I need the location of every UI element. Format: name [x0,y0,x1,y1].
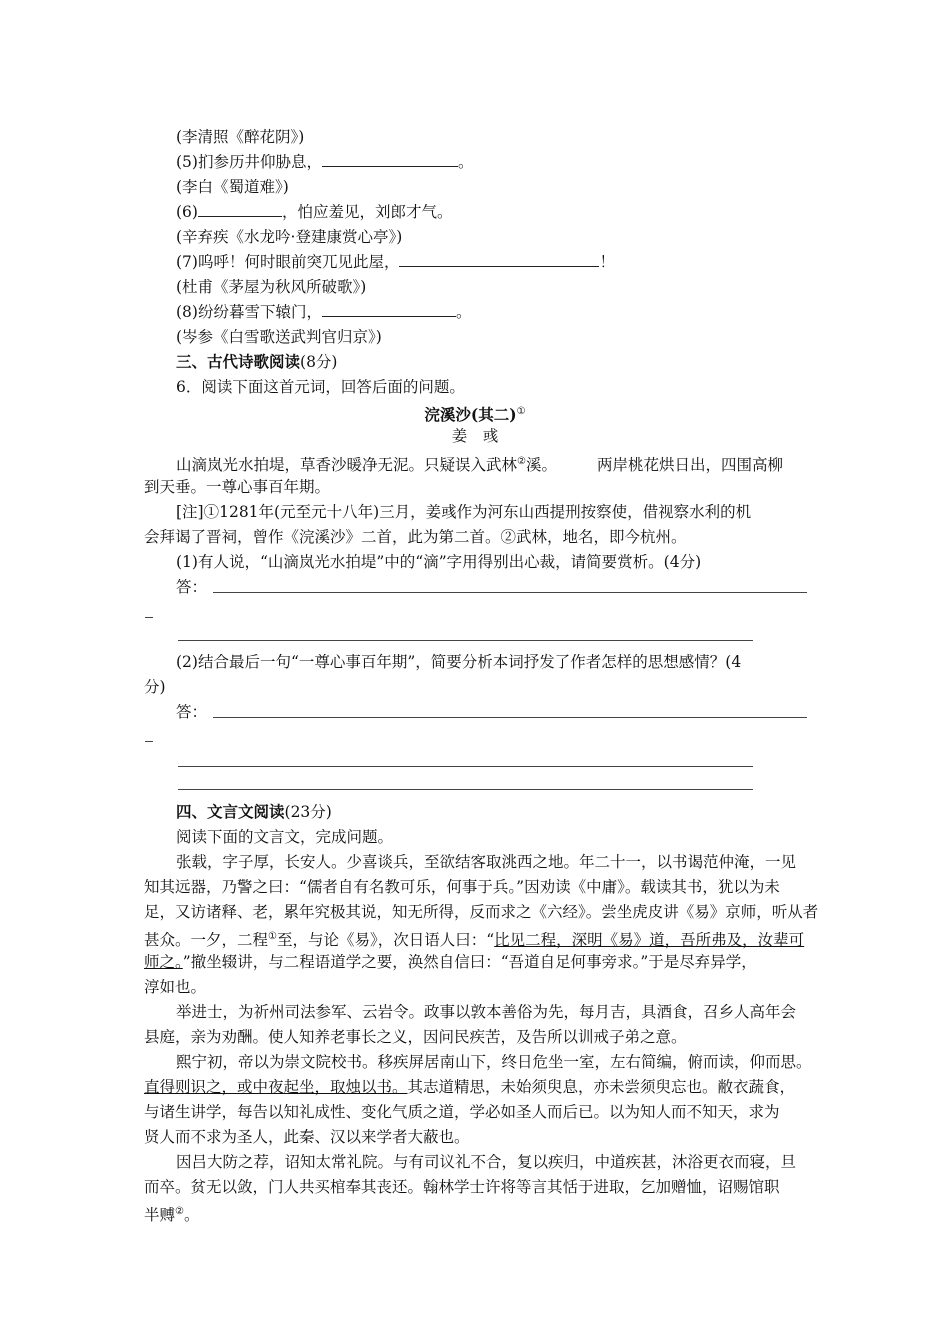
answer-line[interactable] [178,789,753,790]
passage-line: 淳如也。 [144,978,207,996]
subquestion-2-cont: 分) [144,678,166,696]
subquestion-2: (2)结合最后一句“一尊心事百年期”，简要分析本词抒发了作者怎样的思想感情？(4 [176,653,742,671]
subquestion-1: (1)有人说，“山滴岚光水拍堤”中的“滴”字用得别出心裁，请简要赏析。(4分) [176,553,702,571]
poem-line-1: 山滴岚光水拍堤，草香沙暖净无泥。只疑误入武林②溪。 两岸桃花烘日出，四围高柳 [176,456,784,475]
source-cen-shen: (岑参《白雪歌送武判官归京》) [176,328,382,346]
source-xin-qiji: (辛弃疾《水龙吟·登建康赏心亭》) [176,228,403,246]
poet-name: 姜 彧 [451,427,499,445]
passage-line: 与诸生讲学，每告以知礼成性、变化气质之道，学必如圣人而后已。以为知人而不知天，求为 [144,1103,780,1121]
answer-line[interactable] [178,766,753,767]
answer-dash [145,741,153,742]
passage-line: 而卒。贫无以敛，门人共买棺奉其丧还。翰林学士许将等言其恬于进取，乞加赠恤，诏赐馆职 [144,1178,780,1196]
answer-line[interactable] [213,592,807,593]
blank-item-7: (7)呜呼！何时眼前突兀见此屋， ！ [176,253,615,271]
fill-blank[interactable] [399,252,599,267]
passage-line: 因吕大防之荐，诏知太常礼院。与有司议礼不合，复以疾归，中道疾甚，沐浴更衣而寝，旦 [176,1153,797,1171]
passage-line: 师之。”撤坐辍讲，与二程语道学之要，涣然自信曰：“吾道自足何事旁求。”于是尽弃异学， [144,953,757,971]
poem-title: 浣溪沙(其二)① [424,405,526,425]
note-line-1: [注]①1281年(元至元十八年)三月，姜彧作为河东山西提刑按察使，借视察水利的机 [176,503,752,521]
passage-line: 县庭，亲为劝酬。使人知养老事长之义，因问民疾苦，及告所以训戒子弟之意。 [144,1028,687,1046]
underlined-sentence: 比见二程，深明《易》道，吾所弗及，汝辈可 [494,931,805,950]
fill-blank[interactable] [322,302,456,317]
answer-line[interactable] [178,640,753,641]
answer-line[interactable] [213,717,807,718]
fill-blank[interactable] [198,202,282,217]
fill-blank[interactable] [322,152,458,167]
question-6: 6．阅读下面这首元词，回答后面的问题。 [176,378,465,396]
passage-line: 举进士，为祈州司法参军、云岩令。政事以敦本善俗为先，每月吉，具酒食，召乡人高年会 [176,1003,797,1021]
answer-dash [145,617,153,618]
section3-heading: 三、古代诗歌阅读(8分) [176,352,338,371]
passage-line: 甚众。一夕，二程①至，与论《易》，次日语人曰：“比见二程，深明《易》道，吾所弗及，汝辈可 [144,931,805,950]
passage-line: 直得则识之，或中夜起坐，取烛以书。其志道精思，未始须臾息，亦未尝须臾忘也。敝衣蔬食， [144,1078,796,1096]
underlined-sentence: 师之。 [144,953,183,971]
source-du-fu: (杜甫《茅屋为秋风所破歌》) [176,278,367,296]
blank-item-6: (6) ，怕应羞见，刘郎才气。 [176,203,453,221]
section4-intro: 阅读下面的文言文，完成问题。 [176,828,394,846]
note-line-2: 会拜谒了晋祠，曾作《浣溪沙》二首，此为第二首。②武林，地名，即今杭州。 [144,528,687,546]
passage-line: 熙宁初，帝以为崇文院校书。移疾屏居南山下，终日危坐一室，左右简编，俯而读，仰而思。 [176,1053,812,1071]
underlined-sentence: 直得则识之，或中夜起坐，取烛以书。 [144,1078,408,1096]
section4-heading: 四、文言文阅读(23分) [176,802,332,821]
poem-line-2: 到天垂。一尊心事百年期。 [144,478,331,496]
blank-item-8: (8)纷纷暮雪下辕门， 。 [176,303,472,321]
passage-line: 贤人而不求为圣人，此秦、汉以来学者大蔽也。 [144,1128,470,1146]
passage-line: 知其远器，乃警之曰：“儒者自有名教可乐，何事于兵。”因劝读《中庸》。载读其书，犹以为未 [144,878,780,896]
passage-line: 足，又访诸释、老，累年究极其说，知无所得，反而求之《六经》。尝坐虎皮讲《易》京师，听从者 [144,903,819,921]
blank-item-5: (5)扪参历井仰胁息， 。 [176,153,474,171]
answer-label-1: 答： [176,578,208,596]
source-li-qingzhao: (李清照《醉花阴》) [176,128,305,146]
passage-line: 半赙②。 [144,1206,200,1225]
source-li-bai: (李白《蜀道难》) [176,178,289,196]
answer-label-2: 答： [176,703,208,721]
passage-line: 张载，字子厚，长安人。少喜谈兵，至欲结客取洮西之地。年二十一，以书谒范仲淹，一见 [176,853,797,871]
